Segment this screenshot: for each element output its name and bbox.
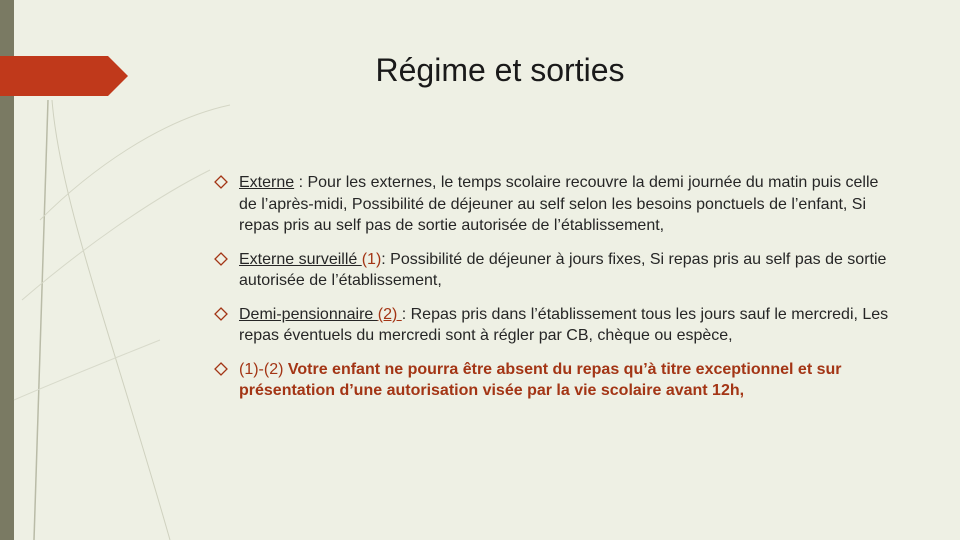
term-label: Externe [239,174,295,191]
diamond-outline-icon [214,307,228,321]
bullet-text: : Possibilité de déjeuner à jours fixes, Si repas pris au self pas de sortie autorisée de l’établissement, [239,250,887,289]
term-label: Externe surveillé [239,250,362,268]
diamond-outline-icon [214,252,228,266]
bullet-list [214,172,894,414]
diamond-outline-icon [214,362,228,376]
bullet-text: Votre enfant ne pourra être absent du repas qu’à titre exceptionnel et sur présentation d’une autorisation visée par la vie scolaire avant 12h, [239,360,842,399]
footnote-ref: (1) [361,250,382,268]
footnote-ref: (2) [377,305,402,323]
title-arrow-tab [0,56,128,96]
bullet-text: : Pour les externes, le temps scolaire recouvre la demi journée du matin puis celle de l’après-midi, Possibilité de déjeuner au self selon les besoins ponctuels de l’enfant, Si repas pris au self pas de sortie autorisée de l’établissement, [239,174,879,234]
bullet-externe [214,172,894,237]
bullet-note [214,359,894,402]
bullet-externe-surveille [214,249,894,292]
bullet-demi-pensionnaire [214,304,894,347]
diamond-outline-icon [214,175,228,189]
bullet-text: : Repas pris dans l’établissement tous les jours sauf le mercredi, Les repas éventuels du mercredi sont à régler par CB, chèque ou espèce, [239,305,889,344]
term-label: Demi-pensionnaire [239,305,378,323]
footnote-ref: (1)-(2) [239,360,288,378]
slide-title: Régime et sorties [375,52,625,88]
